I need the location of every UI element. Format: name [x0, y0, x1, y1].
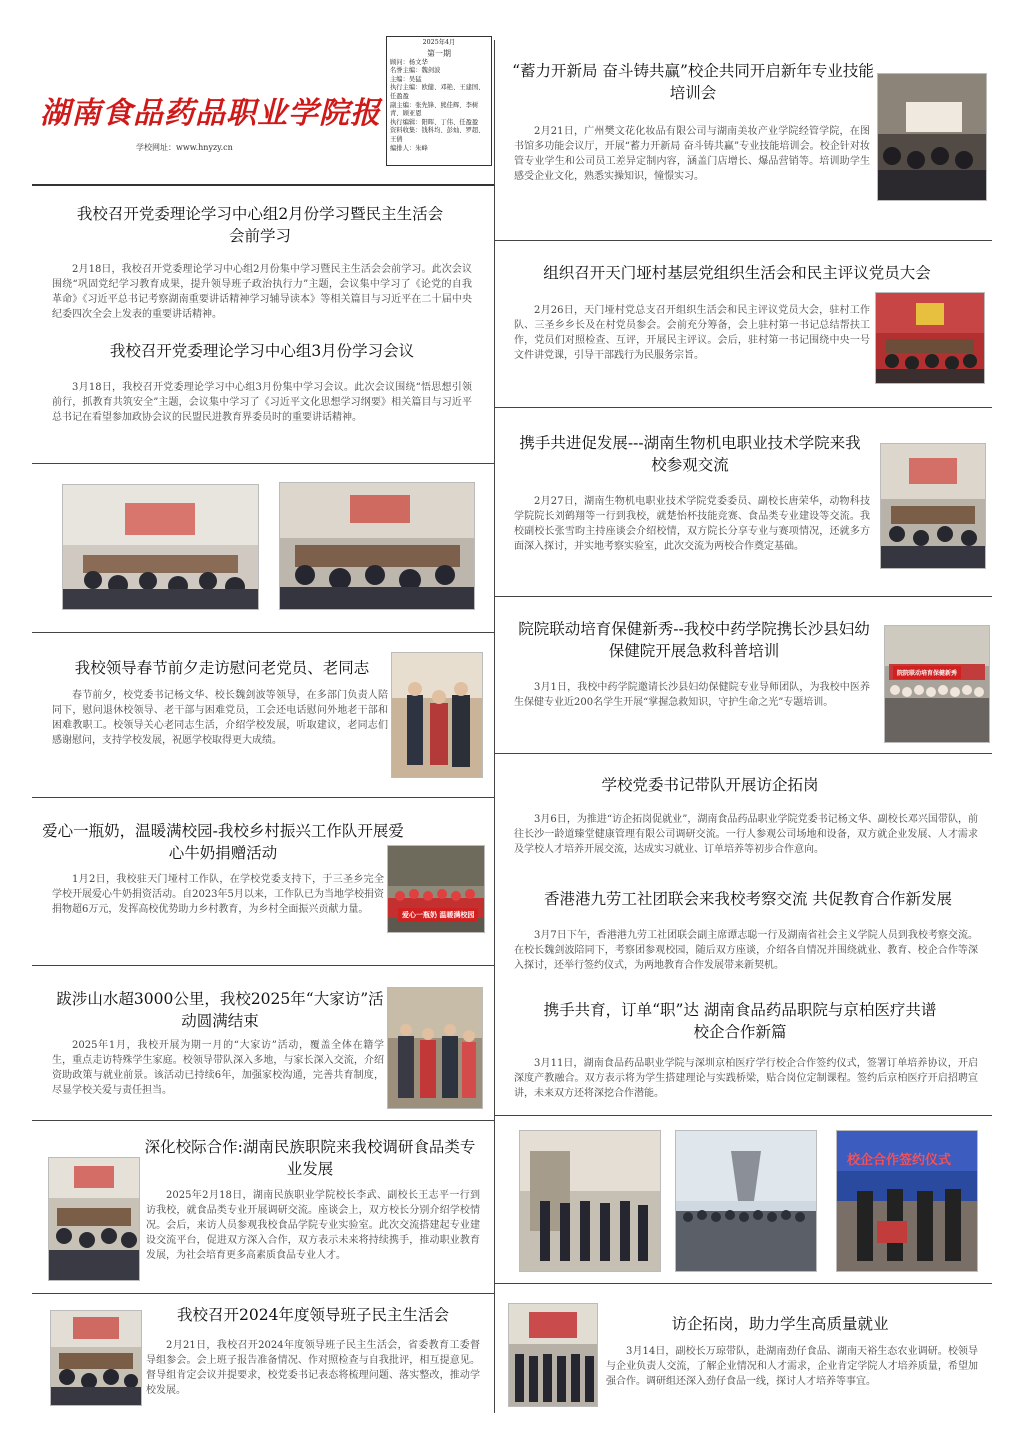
meeting-photo — [279, 482, 475, 610]
photo-banner-text: 院院联动培育保健新秀 — [893, 666, 961, 679]
first-aid-training-photo — [884, 625, 990, 743]
article-title: 我校召开党委理论学习中心组2月份学习暨民主生活会会前学习 — [76, 205, 444, 245]
article-title: 香港港九劳工社团联会来我校考察交流 共促教育合作新发展 — [544, 890, 952, 908]
staff-line: 主编：吴猛 — [390, 75, 422, 83]
issue-info-box — [386, 36, 492, 166]
staff-line: 编排人：朱峰 — [390, 144, 428, 152]
section-rule — [494, 753, 992, 754]
group-photo — [675, 1130, 817, 1272]
article-body: 2月18日，我校召开党委理论学习中心组2月份集中学习暨民主生活会会前学习。此次会议围绕“巩固党纪学习教育成果，提升领导班子政治执行力”主题，会议集中学习了《论党的自我革命》《习近平总书记考察湖南重要讲话精神学习辅导读本》等相关篇目与习近平在二十届中央纪委四次全会上发表的重要讲话精神。 — [52, 264, 472, 320]
article-title: 学校党委书记带队开展访企拓岗 — [601, 776, 819, 794]
staff-line: 顾问：杨文华 — [390, 58, 428, 66]
photo-banner-text: 校企合作签约仪式 — [847, 1153, 952, 1168]
section-rule — [32, 632, 494, 633]
article-body: 春节前夕，校党委书记杨文华、校长魏剑波等领导，在多部门负责人陪同下，慰问退休校领导、老干部与困难党员，工会还电话慰问外地老干部和困难教职工。校领导关心老同志生活，介绍学校发展，听取建议，老同志们感谢慰问，支持学校发展，祝愿学校取得更大成绩。 — [52, 690, 388, 746]
training-photo — [877, 73, 987, 201]
article-body: 2月21日，我校召开2024年度领导班子民主生活会，省委教育工委督导组参会。会上班子报告准备情况、作对照检查与自我批评，相互提意见。督导组肯定会议并提要求，校党委书记表态将梳理问题、落实整改，推动学校发展。 — [146, 1340, 480, 1396]
column-divider — [494, 40, 495, 1413]
issue-number: 第一期 — [427, 48, 451, 58]
meeting-photo — [50, 1310, 142, 1406]
staff-line: 执行主编：欧健、邓艳、王建国、任盈盈 — [390, 84, 485, 100]
article-title: 我校召开2024年度领导班子民主生活会 — [177, 1306, 449, 1324]
party-meeting-photo — [875, 292, 985, 384]
article-title: 我校召开党委理论学习中心组3月份学习会议 — [109, 342, 415, 360]
visit-photo — [391, 652, 483, 778]
article-title: 爱心一瓶奶，温暖满校园-我校乡村振兴工作队开展爱心牛奶捐赠活动 — [42, 822, 404, 862]
article-title: 携手共育，订单“职”达 湖南食品药品职院与京柏医疗共谱校企合作新篇 — [543, 1001, 937, 1041]
staff-line: 执行编辑：阳晖、丁伟、任盈盈 — [390, 118, 479, 126]
signing-ceremony-photo — [836, 1130, 978, 1272]
exchange-meeting-photo — [880, 443, 986, 569]
section-rule — [494, 240, 992, 241]
staff-line: 名誉主编：魏剑波 — [390, 67, 441, 75]
article-title: 深化校际合作:湖南民族职院来我校调研食品类专业发展 — [144, 1138, 476, 1178]
section-rule — [32, 1120, 494, 1121]
section-rule — [32, 1293, 494, 1294]
section-rule — [494, 1115, 992, 1116]
article-body: 3月18日，我校召开党委理论学习中心组3月份集中学习会议。此次会议围绕“悟思想引领前行，抓教育共筑安全”主题，会议集中学习了《习近平文化思想学习纲要》相关篇目与习近平总书记在看望参加政协会议的民盟民进教育界委员时的重要讲话精神。 — [52, 382, 472, 423]
article-title: 院院联动培育保健新秀--我校中药学院携长沙县妇幼保健院开展急救科普培训 — [518, 620, 870, 660]
staff-line: 资料收集：钱科均、彭灿、罗超、王倩 — [390, 127, 485, 143]
section-rule — [494, 1283, 992, 1284]
article-body: 3月7日下午，香港港九劳工社团联会副主席谭志聪一行及湖南省社会主义学院人员到我校考察交流。在校长魏剑波陪同下，考察团参观校园，随后双方座谈，介绍各自情况并围绕就业、教育、校企合作等深入探讨，还举行签约仪式，为两地教育合作发展带来新契机。 — [514, 930, 978, 971]
article-body: 2025年2月18日，湖南民族职业学院校长李武、副校长王志平一行到访我校，就食品类专业开展调研交流。座谈会上，双方校长分别介绍学校情况。会后，来访人员参观我校食品学院专业实验室。此次交流搭建起专业建设交流平台，促进双方深入合作，双方表示未来将持续携手，推动职业教育发展，为社会培育更多高素质食品专业人才。 — [146, 1190, 480, 1261]
article-body: 2025年1月，我校开展为期一月的“大家访”活动，覆盖全体在籍学生，重点走访特殊学生家庭。校领导带队深入多地，与家长深入交流，介绍资助政策与就业前景。该活动已持续6年，加强家校沟通，完善共育制度，尽显学校关爱与责任担当。 — [52, 1040, 384, 1096]
section-rule — [32, 797, 494, 798]
home-visit-photo — [387, 987, 483, 1109]
section-rule — [494, 407, 992, 408]
newspaper-masthead: 湖南食品药品职业学院报 — [40, 96, 381, 131]
photo-banner-text: 爱心一瓶奶 温暖满校园 — [398, 908, 478, 922]
article-title: 组织召开天门垭村基层党组织生活会和民主评议党员大会 — [543, 264, 931, 282]
article-body: 1月2日，我校驻天门垭村工作队，在学校党委支持下，于三圣乡完全学校开展爱心牛奶捐资活动。自2023年5月以来，工作队已为当地学校捐资捐物超6万元，发挥高校优势助力乡村教育，为乡村全面振兴贡献力量。 — [52, 874, 384, 915]
section-rule — [494, 596, 992, 597]
article-title: “蓄力开新局 奋斗铸共赢”校企共同开启新年专业技能培训会 — [512, 62, 874, 102]
article-body: 3月6日，为推进“访企拓岗促就业”，湖南食品药品职业学院党委书记杨文华、副校长邓兴国带队，前往长沙一龄道臻堂健康管理有限公司调研交流。一行人参观公司场地和设备，双方就企业发展、人才需求及学校人才培养开展交流，达成实习就业、订单培养等初步合作意向。 — [514, 814, 978, 855]
company-visit-photo — [519, 1130, 661, 1272]
article-body: 2月21日，广州樊文花化妆品有限公司与湖南美妆产业学院经管学院，在图书馆多功能会议厅，开展“蓄力开新局 奋斗铸共赢”专业技能培训会。校企针对妆管专业学生和公司员工差异定制内容，涵盖门店增长、爆品营销等。培训助学生感受企业文化，熟悉实操知识，憧憬实习。 — [514, 126, 870, 182]
article-title: 访企拓岗，助力学生高质量就业 — [671, 1315, 889, 1333]
research-visit-photo — [48, 1157, 140, 1281]
article-title: 跋涉山水超3000公里，我校2025年“大家访”活动圆满结束 — [56, 990, 384, 1030]
section-rule — [32, 463, 494, 464]
article-body: 2月26日，天门垭村党总支召开组织生活会和民主评议党员大会，驻村工作队、三圣乡乡长及在村党员参会。会前充分筹备，会上驻村第一书记总结帮扶工作，党员们对照检查、互评，开展民主评议。会后，驻村第一书记围绕中央一号文件讲党课，引导干部践行为民服务宗旨。 — [514, 305, 870, 361]
article-title: 携手共进促发展---湖南生物机电职业技术学院来我校参观交流 — [519, 434, 861, 474]
school-website: 学校网址：www.hnyzy.cn — [136, 143, 233, 152]
section-rule — [32, 965, 494, 966]
section-rule — [32, 184, 494, 186]
issue-date: 2025年4月 — [422, 39, 456, 46]
company-research-photo — [508, 1303, 598, 1407]
article-body: 3月1日，我校中药学院邀请长沙县妇幼保健院专业导师团队，为我校中医养生保健专业近200名学生开展“掌握急救知识，守护生命之光”专题培训。 — [514, 682, 870, 708]
article-body: 3月14日，副校长万琼带队，赴湖南劲仔食品、湖南天裕生态农业调研。校领导与企业负责人交流，了解企业情况和人才需求，企业肯定学院人才培养质量，希望加强合作。调研组还深入劲仔食品一线，探讨人才培养等事宜。 — [606, 1346, 978, 1387]
meeting-photo — [62, 484, 259, 610]
article-body: 2月27日，湖南生物机电职业技术学院党委委员、副校长唐荣华，动物科技学院院长刘鹤翔等一行到我校，就楚怡杯技能竞赛、食品类专业建设等交流。我校副校长张雪昀主持座谈会介绍校情，双方院长分享专业与赛项情况，还就多方面深入探讨，并实地考察实验室，此次交流为两校合作奠定基础。 — [514, 496, 870, 552]
article-body: 3月11日，湖南食品药品职业学院与深圳京柏医疗学行校企合作签约仪式，签署订单培养协议，开启深度产教融合。双方表示将为学生搭建理论与实践桥梁，贴合岗位定制课程。签约后京柏医疗开启招聘宣讲，未来双方还将深挖合作潜能。 — [514, 1058, 978, 1099]
article-title: 我校领导春节前夕走访慰问老党员、老同志 — [74, 659, 370, 677]
milk-donation-photo — [387, 845, 485, 933]
staff-line: 副主编：张先锋、熊佳辉、李树青、顾亚恩 — [390, 101, 479, 118]
